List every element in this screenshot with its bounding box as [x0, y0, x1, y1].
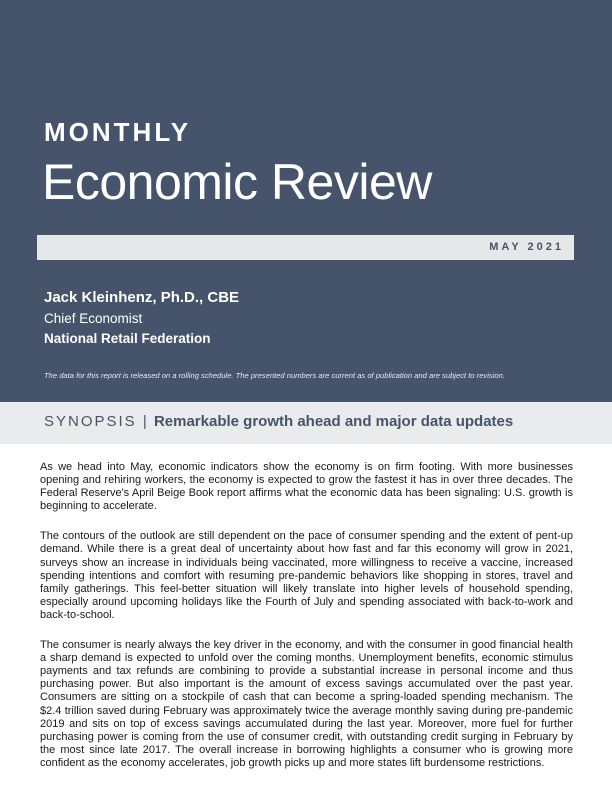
body-paragraph: As we head into May, economic indicators show the economy is on firm footing. With more businesses opening and rehiring workers, the economy is expected to grow the fastest it has in over three decades. The Federal Reserve's April Beige Book report affirms what the economic data has been signaling: U.S. growth is beginning to accelerate. [40, 461, 573, 513]
author-organization: National Retail Federation [44, 331, 211, 346]
report-kicker: MONTHLY [44, 117, 192, 147]
synopsis-headline: Remarkable growth ahead and major data updates [153, 413, 514, 430]
synopsis-separator: | [142, 413, 147, 430]
report-date: MAY 2021 [489, 241, 564, 253]
data-note: The data for this report is released on a rolling schedule. The presented numbers are current as of publication and are subject to revision. [44, 371, 505, 380]
body-text [40, 461, 573, 787]
author-title: Chief Economist [44, 311, 143, 326]
report-title: Economic Review [42, 154, 432, 210]
synopsis-heading [44, 413, 513, 430]
synopsis-label: SYNOPSIS [44, 413, 137, 430]
date-bar [37, 235, 574, 260]
author-name: Jack Kleinhenz, Ph.D., CBE [44, 289, 240, 306]
body-paragraph: The contours of the outlook are still dependent on the pace of consumer spending and the extent of pent-up demand. While there is a great deal of uncertainty about how fast and far this economy will grow in 2021, surveys show an increase in individuals being vaccinated, more willingness to receive a vaccine, increased spending intentions and comfort with resuming pre-pandemic behaviors like shopping in stores, travel and family gatherings. This feel-better situation will likely translate into higher levels of household spending, especially around upcoming holidays like the Fourth of July and spending associated with back-to-work and back-to-school. [40, 530, 573, 621]
body-paragraph: The consumer is nearly always the key driver in the economy, and with the consumer in good financial health a sharp demand is expected to unfold over the coming months. Unemployment benefits, economic stimulus payments and tax refunds are combining to provide a substantial increase in personal income and thus purchasing power. But also important is the amount of excess savings accumulated over the past year. Consumers are sitting on a stockpile of cash that can become a spring-loaded spending mechanism. The $2.4 trillion saved during February was approximately twice the average monthly saving during pre-pandemic 2019 and sits on top of excess savings accumulated during the last year. Moreover, more fuel for further purchasing power is coming from the use of consumer credit, with outstanding credit surging in February by the most since late 2017. The overall increase in borrowing highlights a consumer who is growing more confident as the economy accelerates, job growth picks up and more states lift burdensome restrictions. [40, 639, 573, 769]
